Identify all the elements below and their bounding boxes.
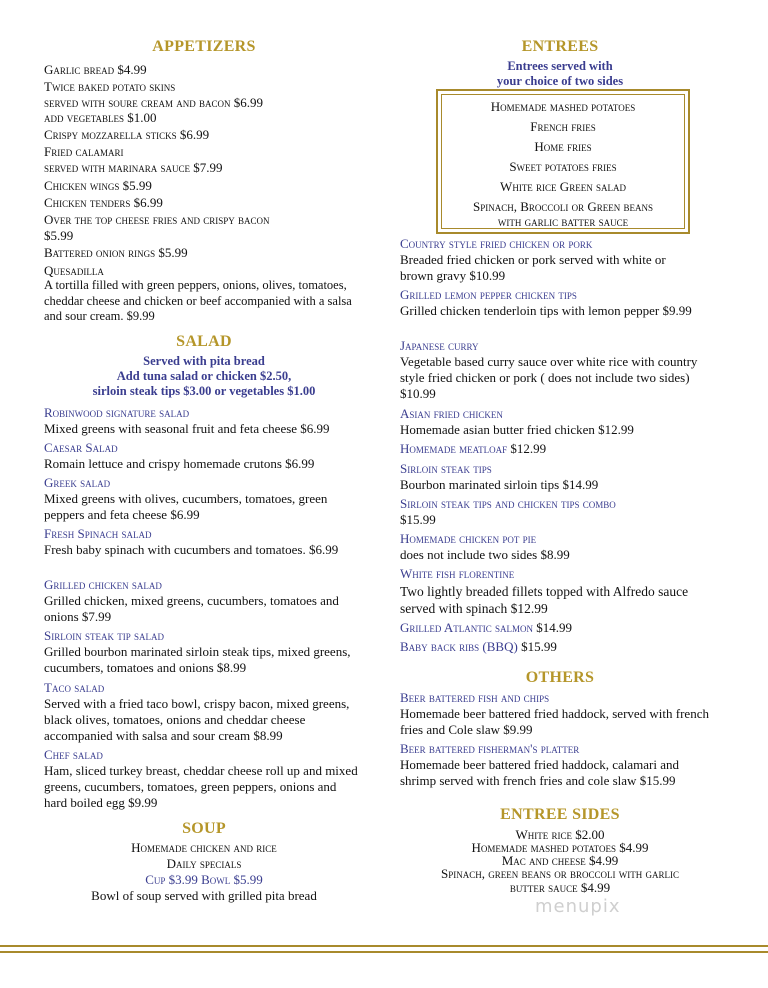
- salad-item-name: Caesar Salad: [44, 440, 118, 455]
- entree-sides-title: ENTREE SIDES: [500, 806, 620, 823]
- entree-item-name: Homemade chicken pot pie: [400, 531, 537, 546]
- appetizer-line: Over the top cheese fries and crispy bacon: [44, 212, 270, 227]
- entree-item-name: Sirloin steak tips: [400, 461, 492, 476]
- others-title: OTHERS: [525, 669, 595, 686]
- soup-line: Bowl of soup served with grilled pita bread: [91, 888, 317, 903]
- side-option: Homemade mashed potatoes: [490, 99, 636, 114]
- entree-item-label: Baby back ribs (BBQ): [400, 639, 518, 654]
- others-item-name: Beer battered fish and chips: [400, 690, 550, 705]
- appetizer-line: Twice baked potato skins: [44, 79, 176, 94]
- salad-subtitle: Add tuna salad or chicken $2.50,: [116, 369, 292, 383]
- appetizer-line: Fried calamari: [44, 144, 124, 159]
- salad-item-name: Grilled chicken salad: [44, 577, 162, 592]
- salad-item-desc: Served with a fried taco bowl, crispy bacon, mixed greens, black olives, tomatoes, onions and cheddar cheese accompanied with salsa and sour cream $8.99: [44, 696, 350, 743]
- salad-item-desc: Mixed greens with olives, cucumbers, tomatoes, green peppers and feta cheese $6.99: [44, 491, 328, 522]
- entree-item-name: Japanese curry: [400, 338, 479, 353]
- entree-item-price: $14.99: [536, 620, 573, 635]
- side-option: French fries: [530, 119, 596, 134]
- entree-item-desc: Grilled chicken tenderloin tips with lemon pepper $9.99: [400, 303, 692, 318]
- appetizers-title: APPETIZERS: [152, 38, 256, 55]
- entree-side-line: White rice $2.00: [515, 827, 605, 842]
- entree-side-line: Spinach, green beans or broccoli with garlic: [441, 866, 679, 881]
- others-item-desc: Homemade beer battered fried haddock, served with french fries and Cole slaw $9.99: [400, 706, 709, 737]
- appetizer-line: Crispy mozzarella sticks $6.99: [44, 127, 210, 142]
- entree-item-price: $12.99: [510, 441, 547, 456]
- entree-item-name: Asian fried chicken: [400, 406, 503, 421]
- footer-rule-bottom: [0, 951, 768, 953]
- side-option: White rice Green salad: [500, 179, 626, 194]
- entree-item-label: Grilled Atlantic salmon: [400, 620, 534, 635]
- salad-item-desc: Grilled chicken, mixed greens, cucumbers, tomatoes and onions $7.99: [44, 593, 339, 624]
- soup-prices: Cup $3.99 Bowl $5.99: [145, 872, 263, 887]
- soup-title: SOUP: [182, 820, 226, 837]
- salad-title: SALAD: [176, 333, 232, 350]
- appetizer-line: add vegetables $1.00: [44, 110, 157, 125]
- salad-item-name: Greek salad: [44, 475, 111, 490]
- appetizer-line: served with soure cream and bacon $6.99: [44, 95, 264, 110]
- salad-item-name: Sirloin steak tip salad: [44, 628, 164, 643]
- entree-item-name: [400, 620, 572, 635]
- soup-line: Daily specials: [166, 856, 242, 871]
- entree-side-line: butter sauce $4.99: [509, 880, 611, 895]
- appetizer-line: Garlic bread $4.99: [44, 62, 147, 77]
- entree-item-name: Sirloin steak tips and chicken tips combo: [400, 496, 616, 511]
- salad-item-desc: Grilled bourbon marinated sirloin steak tips, mixed greens, cucumbers, tomatoes and onions $8.99: [44, 644, 351, 675]
- entree-item-desc: Two lightly breaded fillets topped with Alfredo sauce served with spinach $12.99: [400, 584, 689, 616]
- quesadilla-description: A tortilla filled with green peppers, onions, olives, tomatoes, cheddar cheese and chicken or beef accompanied with a salsa and sour cream. $9.99: [44, 278, 352, 323]
- entree-side-line: Mac and cheese $4.99: [501, 853, 619, 868]
- entree-sides-box-inner: [441, 94, 685, 229]
- entree-side-line: Homemade mashed potatoes $4.99: [471, 840, 649, 855]
- appetizer-line: $5.99: [44, 228, 74, 243]
- salad-subtitle: sirloin steak tips $3.00 or vegetables $1.00: [92, 384, 316, 398]
- appetizer-line: served with marinara sauce $7.99: [44, 160, 223, 175]
- salad-item-name: Taco salad: [44, 680, 105, 695]
- watermark-logo: menupix: [535, 896, 621, 917]
- entree-item-name: [400, 639, 557, 654]
- entree-item-name: Grilled lemon pepper chicken tips: [400, 287, 577, 302]
- entree-item-desc: does not include two sides $8.99: [400, 547, 570, 562]
- side-option: Home fries: [534, 139, 592, 154]
- appetizer-line: Chicken tenders $6.99: [44, 195, 163, 210]
- appetizer-line: Battered onion rings $5.99: [44, 245, 188, 260]
- soup-line: Homemade chicken and rice: [131, 840, 277, 855]
- appetizer-line: Quesadilla: [44, 263, 104, 278]
- others-item-name: Beer battered fisherman's platter: [400, 741, 580, 756]
- entree-item-name: White fish florentine: [400, 566, 515, 581]
- entrees-subtitle: Entrees served with: [507, 59, 613, 73]
- salad-item-desc: Romain lettuce and crispy homemade crutons $6.99: [44, 456, 315, 471]
- salad-item-name: Chef salad: [44, 747, 103, 762]
- entree-item-label: Homemade meatloaf: [400, 441, 508, 456]
- salad-item-desc: Fresh baby spinach with cucumbers and tomatoes. $6.99: [44, 542, 339, 557]
- side-option: Spinach, Broccoli or Green beans: [472, 199, 654, 214]
- salad-subtitle: Served with pita bread: [143, 354, 265, 368]
- entree-item-desc: Homemade asian butter fried chicken $12.99: [400, 422, 634, 437]
- side-option: with garlic batter sauce: [497, 214, 629, 229]
- entree-item-desc: Vegetable based curry sauce over white rice with country style fried chicken or pork ( does not include two sides) $10.99: [400, 354, 698, 401]
- salad-item-name: Fresh Spinach salad: [44, 526, 152, 541]
- entree-item-desc: Bourbon marinated sirloin tips $14.99: [400, 477, 599, 492]
- entrees-title: ENTREES: [521, 38, 599, 55]
- salad-item-desc: Mixed greens with seasonal fruit and feta cheese $6.99: [44, 421, 330, 436]
- salad-item-desc: Ham, sliced turkey breast, cheddar cheese roll up and mixed greens, cucumbers, tomatoes, green peppers, onions and hard boiled egg $9.99: [44, 763, 358, 810]
- entree-item-desc: $15.99: [400, 512, 436, 527]
- footer-rule-top: [0, 945, 768, 947]
- entree-item-name: Country style fried chicken or pork: [400, 236, 593, 251]
- entree-sides-box: [436, 89, 690, 234]
- entree-item-name: [400, 441, 546, 456]
- appetizer-line: Chicken wings $5.99: [44, 178, 152, 193]
- entrees-subtitle: your choice of two sides: [496, 74, 624, 88]
- others-item-desc: Homemade beer battered fried haddock, calamari and shrimp served with french fries and cole slaw $15.99: [400, 757, 679, 788]
- salad-item-name: Robinwood signature salad: [44, 405, 190, 420]
- side-option: Sweet potatoes fries: [509, 159, 617, 174]
- entree-item-desc: Breaded fried chicken or pork served with white or brown gravy $10.99: [400, 252, 666, 283]
- entree-item-price: $15.99: [521, 639, 557, 654]
